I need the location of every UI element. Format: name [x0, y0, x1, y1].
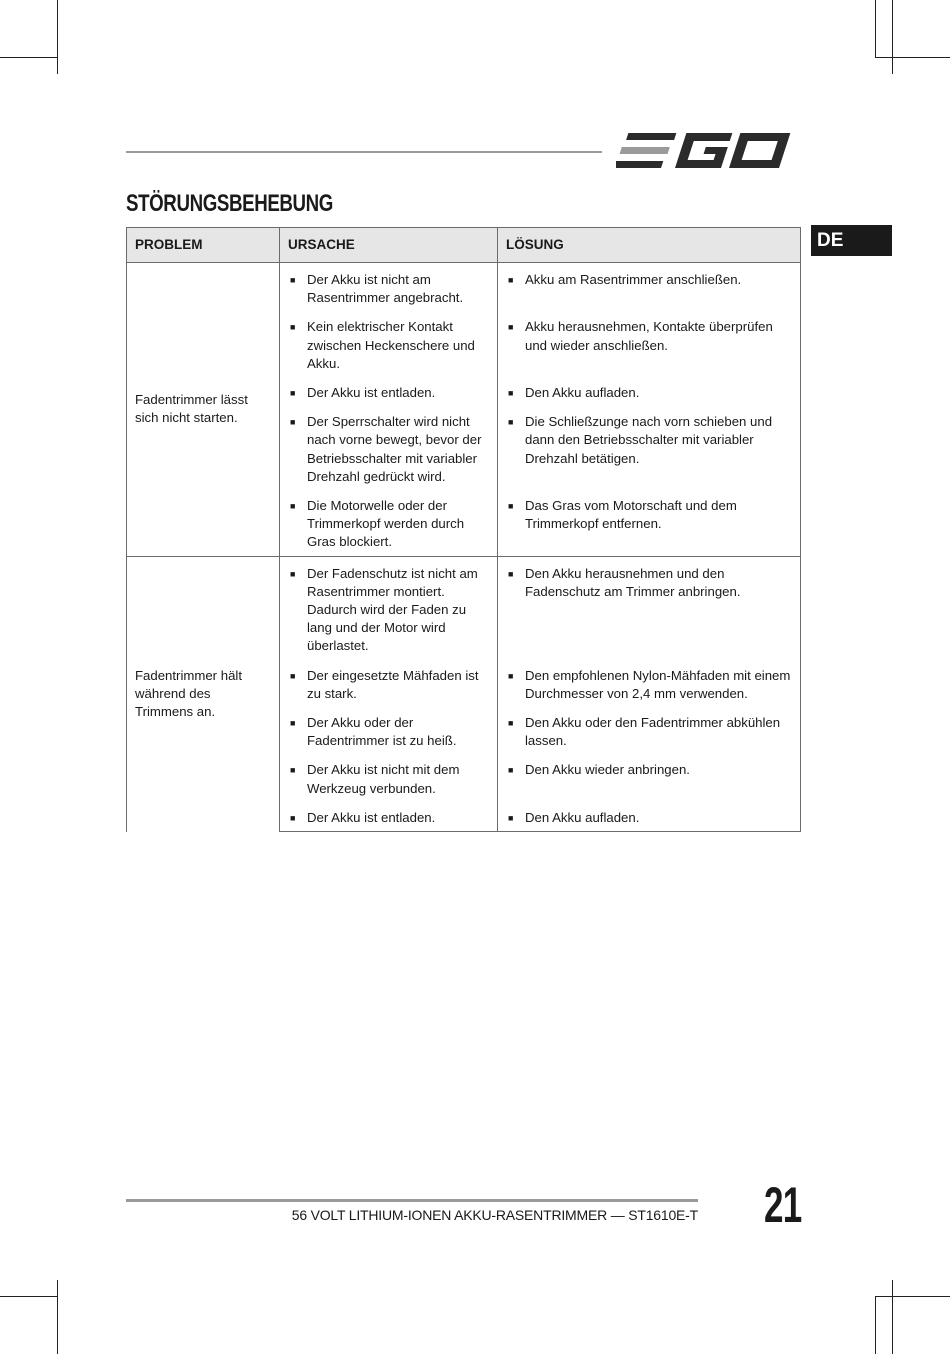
- crop-mark: [875, 1296, 876, 1354]
- solution-cell: [498, 804, 801, 832]
- solution-text: Den Akku wieder anbringen.: [525, 762, 690, 778]
- table-header-row: [127, 228, 801, 263]
- square-bullet-icon: ■: [290, 568, 296, 579]
- solution-cell: [498, 379, 801, 408]
- square-bullet-icon: ■: [508, 275, 514, 285]
- bullet-item: [288, 497, 489, 552]
- solution-cell: [498, 263, 801, 314]
- header-problem: PROBLEM: [127, 228, 280, 263]
- solution-text: Das Gras vom Motorschaft und dem Trimmerkopf entfernen.: [525, 498, 737, 532]
- crop-mark: [892, 1280, 893, 1354]
- bullet-item: [506, 271, 792, 289]
- bullet-item: [288, 271, 489, 307]
- square-bullet-icon: ■: [508, 765, 514, 776]
- cause-cell: [280, 492, 498, 556]
- square-bullet-icon: ■: [290, 765, 296, 776]
- solution-text: Den Akku aufladen.: [525, 809, 640, 825]
- cause-text: Der Akku ist nicht mit dem Werkzeug verbunden.: [307, 762, 460, 796]
- square-bullet-icon: ■: [508, 812, 514, 823]
- header-rule: [126, 151, 602, 153]
- solution-cell: [498, 556, 801, 662]
- solution-text: Akku am Rasentrimmer anschließen.: [525, 272, 742, 287]
- cause-cell: [280, 556, 498, 662]
- bullet-item: [506, 667, 792, 703]
- square-bullet-icon: ■: [290, 388, 296, 399]
- problem-cell: Fadentrimmer hält während des Trimmens an.: [127, 556, 280, 831]
- bullet-item: [288, 714, 489, 750]
- header-solution: LÖSUNG: [498, 228, 801, 263]
- bullet-item: [506, 565, 792, 601]
- crop-mark: [0, 57, 57, 58]
- cause-cell: [280, 804, 498, 832]
- crop-mark: [875, 0, 876, 58]
- cause-text: Der Sperrschalter wird nicht nach vorne bewegt, bevor der Betriebsschalter mit variabler Drehzahl gedrückt wird.: [307, 414, 482, 484]
- solution-cell: [498, 756, 801, 803]
- cause-text: Die Motorwelle oder der Trimmerkopf werden durch Gras blockiert.: [307, 498, 465, 550]
- square-bullet-icon: ■: [508, 718, 514, 729]
- square-bullet-icon: ■: [290, 501, 296, 512]
- footer-title: 56 VOLT LITHIUM-IONEN AKKU-RASENTRIMMER — ST1610E-T: [291, 1207, 698, 1223]
- cause-text: Der Akku ist entladen.: [307, 809, 436, 825]
- language-tab: DE: [811, 225, 892, 256]
- cause-cell: [280, 379, 498, 408]
- solution-cell: [498, 492, 801, 556]
- solution-text: Den Akku aufladen.: [525, 385, 640, 401]
- crop-mark: [57, 1280, 58, 1354]
- bullet-item: [506, 318, 792, 354]
- cause-cell: [280, 263, 498, 314]
- table-row: [127, 556, 801, 662]
- bullet-item: [506, 384, 792, 402]
- bullet-item: [288, 809, 489, 827]
- bullet-item: [506, 761, 792, 779]
- crop-mark: [57, 0, 58, 74]
- solution-cell: [498, 313, 801, 379]
- square-bullet-icon: ■: [508, 568, 514, 579]
- square-bullet-icon: ■: [508, 322, 514, 333]
- square-bullet-icon: ■: [290, 670, 296, 681]
- cause-cell: [280, 408, 498, 492]
- square-bullet-icon: ■: [508, 417, 514, 428]
- solution-cell: [498, 662, 801, 709]
- cause-text: Der Akku ist nicht am Rasentrimmer angebracht.: [307, 272, 464, 306]
- crop-mark: [875, 57, 950, 58]
- cause-cell: [280, 313, 498, 379]
- square-bullet-icon: ■: [290, 275, 296, 285]
- solution-cell: [498, 709, 801, 756]
- bullet-item: [506, 497, 792, 533]
- bullet-item: [288, 318, 489, 373]
- cause-cell: [280, 756, 498, 803]
- bullet-item: [288, 667, 489, 703]
- cause-cell: [280, 662, 498, 709]
- solution-cell: [498, 408, 801, 492]
- crop-mark: [875, 1296, 950, 1297]
- square-bullet-icon: ■: [508, 501, 514, 512]
- header-cause: URSACHE: [280, 228, 498, 263]
- cause-cell: [280, 709, 498, 756]
- section-title: STÖRUNGSBEHEBUNG: [126, 190, 333, 217]
- solution-text: Den Akku oder den Fadentrimmer abkühlen lassen.: [525, 715, 781, 749]
- solution-text: Den Akku herausnehmen und den Fadenschutz am Trimmer anbringen.: [525, 565, 741, 599]
- bullet-item: [288, 413, 489, 486]
- square-bullet-icon: ■: [290, 417, 296, 428]
- cause-text: Der Akku ist entladen.: [307, 385, 436, 401]
- problem-cell: Fadentrimmer lässt sich nicht starten.: [127, 263, 280, 557]
- footer-rule: [126, 1199, 698, 1202]
- solution-text: Den empfohlenen Nylon-Mähfaden mit einem Durchmesser von 2,4 mm verwenden.: [525, 667, 791, 701]
- table-row: [127, 263, 801, 314]
- crop-mark: [892, 0, 893, 74]
- square-bullet-icon: ■: [508, 670, 514, 681]
- bullet-item: [506, 809, 792, 827]
- square-bullet-icon: ■: [290, 718, 296, 729]
- cause-text: Der Akku oder der Fadentrimmer ist zu heiß.: [307, 715, 457, 749]
- cause-text: Der Fadenschutz ist nicht am Rasentrimmer montiert. Dadurch wird der Faden zu lang und der Motor wird überlastet.: [307, 565, 478, 654]
- cause-text: Der eingesetzte Mähfaden ist zu stark.: [307, 667, 479, 701]
- bullet-item: [288, 565, 489, 656]
- crop-mark: [0, 1296, 57, 1297]
- bullet-item: [506, 714, 792, 750]
- page-number: 21: [764, 1177, 802, 1233]
- cause-text: Kein elektrischer Kontakt zwischen Heckenschere und Akku.: [307, 319, 475, 371]
- troubleshooting-table: [126, 227, 801, 832]
- solution-text: Akku herausnehmen, Kontakte überprüfen und wieder anschließen.: [525, 319, 773, 353]
- bullet-item: [288, 384, 489, 402]
- bullet-item: [506, 413, 792, 468]
- ego-logo: [616, 128, 802, 174]
- solution-text: Die Schließzunge nach vorn schieben und dann den Betriebsschalter mit variabler Drehzahl betätigen.: [525, 414, 773, 466]
- square-bullet-icon: ■: [508, 388, 514, 399]
- bullet-item: [288, 761, 489, 797]
- square-bullet-icon: ■: [290, 812, 296, 823]
- square-bullet-icon: ■: [290, 322, 296, 333]
